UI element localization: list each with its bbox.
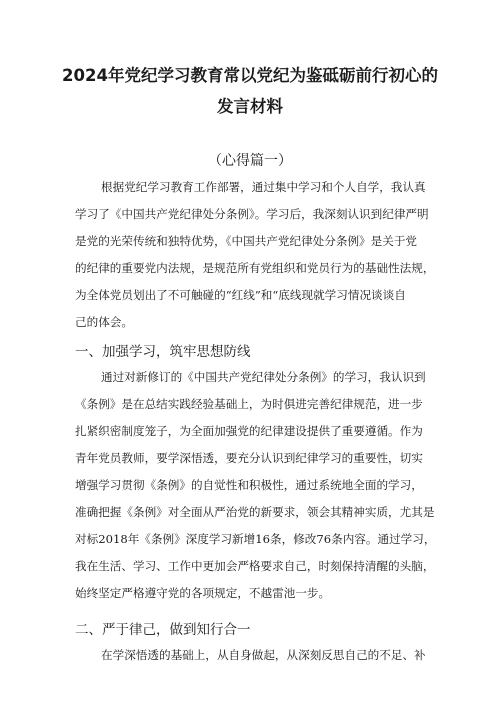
section-1-line: 《条例》是在总结实践经验基础上，为时俱进完善纪律规范，进一步: [75, 397, 423, 411]
intro-paragraph-line: 根据党纪学习教育工作部署，通过集中学习和个人自学，我认真: [101, 180, 426, 194]
section-1-heading: 一、加强学习，筑牢思想防线: [75, 344, 251, 360]
section-1-line: 增强学习贯彻《条例》的自觉性和积极性，通过系统地全面的学习，: [75, 478, 423, 492]
intro-paragraph-line: 学习了《中国共产党纪律处分条例》。学习后，我深刻认识到纪律严明: [75, 207, 429, 221]
document-subtitle: （心得篇一）: [208, 153, 292, 169]
intro-paragraph-line: 的纪律的重要党内法规，是规范所有党组织和党员行为的基础性法规，: [75, 261, 435, 275]
section-1-line: 扎紧织密制度笼子，为全面加强党的纪律建设提供了重要遵循。作为: [75, 424, 423, 438]
section-2-heading: 二、严于律己，做到知行合一: [75, 622, 251, 638]
intro-paragraph-line: 为全体党员划出了不可触碰的“红线”和“底线现就学习情况谈谈自: [75, 288, 406, 302]
section-1-line: 我在生活、学习、工作中更加会严格要求自己，时刻保持清醒的头脑，: [75, 559, 435, 573]
document-title-line-2: 发言材料: [217, 97, 283, 116]
document-title-line-1: 2024年党纪学习教育常以党纪为鉴砥砺前行初心的: [62, 66, 438, 85]
section-1-line: 始终坚定严格遵守党的各项规定，不越雷池一步。: [75, 586, 331, 600]
section-1-line: 青年党员教师，要学深悟透，要充分认识到纪律学习的重要性，切实: [75, 451, 423, 465]
section-1-line: 通过对新修订的《中国共产党纪律处分条例》的学习，我认识到: [101, 370, 426, 384]
section-2-line: 在学深悟透的基础上，从自身做起，从深刻反思自己的不足、补: [101, 648, 426, 662]
section-1-line: 对标2018年《条例》深度学习新增16条，修改76条内容。通过学习，: [75, 532, 436, 546]
intro-paragraph-line: 是党的光荣传统和独特优势，《中国共产党纪律处分条例》是关于党: [75, 234, 418, 248]
intro-paragraph-line: 己的体会。: [75, 315, 133, 329]
section-1-line: 准确把握《条例》对全面从严治党的新要求，领会其精神实质，尤其是: [75, 505, 435, 519]
